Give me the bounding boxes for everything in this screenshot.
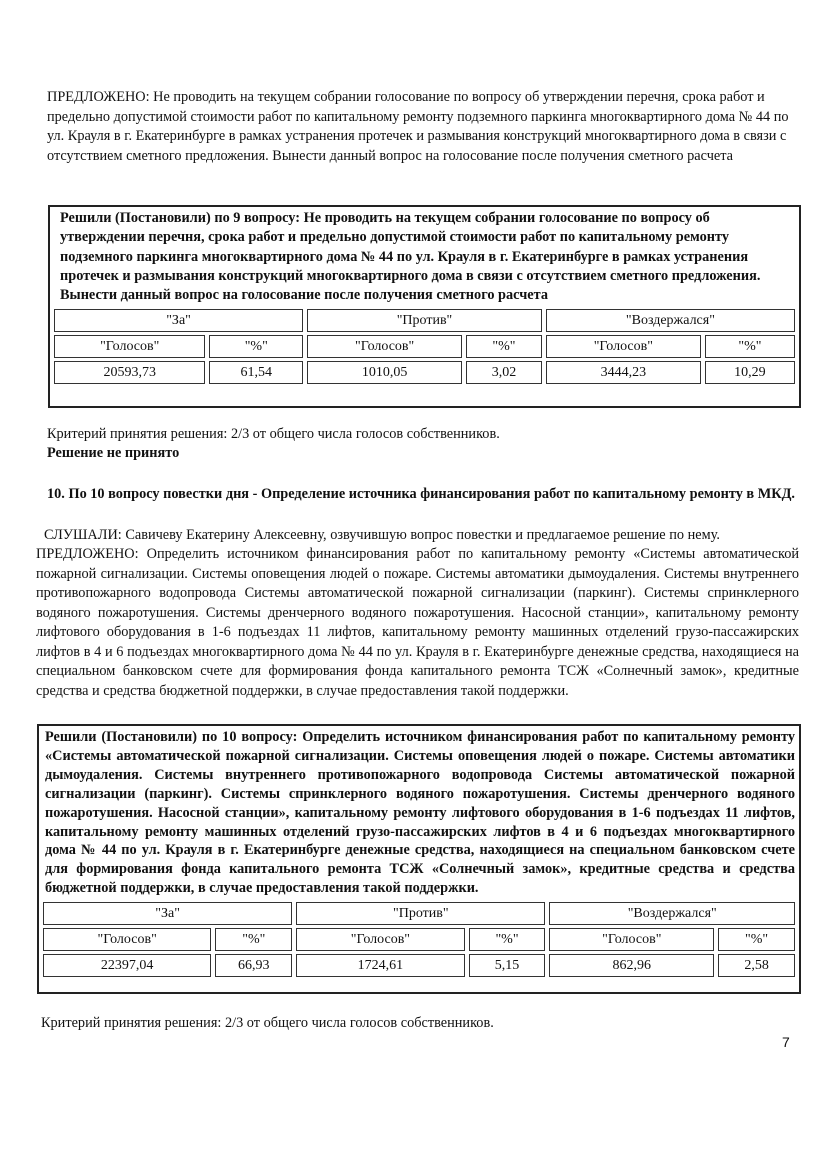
against-votes-label: "Голосов": [307, 335, 462, 358]
abstain-header: "Воздержался": [546, 309, 795, 332]
against-pct-label: "%": [466, 335, 542, 358]
abstain-votes-value: 3444,23: [546, 361, 701, 384]
votes-subheader-row: [54, 335, 795, 358]
for-pct-value: 66,93: [215, 954, 292, 977]
section10-heading: 10. По 10 вопросу повестки дня - Определение источника финансирования работ по капитальному ремонту в МКД.: [47, 486, 795, 502]
against-votes-value: 1010,05: [307, 361, 462, 384]
for-votes-label: "Голосов": [54, 335, 205, 358]
for-votes-label: "Голосов": [43, 928, 211, 951]
against-pct-label: "%": [469, 928, 546, 951]
abstain-votes-value: 862,96: [549, 954, 714, 977]
against-votes-value: 1724,61: [296, 954, 464, 977]
abstain-votes-label: "Голосов": [546, 335, 701, 358]
for-header: "За": [54, 309, 303, 332]
for-pct-label: "%": [209, 335, 303, 358]
section10-heard: СЛУШАЛИ: Савичеву Екатерину Алексеевну, озвучившую вопрос повестки и предлагаемое решение по нему.: [44, 527, 720, 543]
votes-subheader-row: [43, 928, 795, 951]
abstain-votes-label: "Голосов": [549, 928, 714, 951]
abstain-header: "Воздержался": [549, 902, 795, 925]
votes-values-row: [43, 954, 795, 977]
section10-resolved-text: Решили (Постановили) по 10 вопросу: Определить источником финансирования работ по капитальному ремонту «Системы автоматической пожарной сигнализации. Системы оповещения людей о пожаре. Системы автоматики дымоудаления. Системы внутреннего противопожарного водопровода Системы автоматической пожарной сигнализации (паркинг). Системы спринклерного водяного пожаротушения. Системы дренчерного водяного пожаротушения. Насосной станции», капитальному ремонту лифтового оборудования в 1-6 подъездах 11 лифтов, капитальному ремонту машинных отделений грузо-пассажирских лифтов в 4 и 6 подъездах многоквартирного дома № 44 по ул. Крауля в г. Екатеринбурге денежные средства, находящиеся на специальном банковском счете для формирования фонда капитального ремонта ТСЖ «Солнечный замок», кредитные средства и средства бюджетной поддержки, в случае предоставления такой поддержки.: [45, 729, 795, 897]
abstain-pct-value: 10,29: [705, 361, 795, 384]
votes-values-row: [54, 361, 795, 384]
for-votes-value: 22397,04: [43, 954, 211, 977]
section10-votes-table: [39, 899, 799, 980]
votes-header-row: [43, 902, 795, 925]
section9-resolution-box: [48, 205, 801, 408]
against-header: "Против": [296, 902, 545, 925]
section9-result: Решение не принято: [47, 445, 180, 461]
for-votes-value: 20593,73: [54, 361, 205, 384]
section9-proposed: ПРЕДЛОЖЕНО: Не проводить на текущем собрании голосование по вопросу об утверждении перечня, срока работ и предельно допустимой стоимости работ по капитальному ремонту подземного паркинга многоквартирного дома № 44 по ул. Крауля в г. Екатеринбурге в рамках устранения протечек и размывания конструкций многоквартирного дома в связи с отсутствием сметного предложения. Вынести данный вопрос на голосование после получения сметного расчета: [47, 89, 789, 164]
against-pct-value: 3,02: [466, 361, 542, 384]
abstain-pct-label: "%": [718, 928, 795, 951]
section9-resolved-text: Решили (Постановили) по 9 вопросу: Не проводить на текущем собрании голосование по вопросу об утверждении перечня, срока работ и предельно допустимой стоимости работ по капитальному ремонту подземного паркинга многоквартирного дома № 44 по ул. Крауля в г. Екатеринбурге в рамках устранения протечек и размывания конструкций многоквартирного дома в связи с отсутствием сметного предложения. Вынести данный вопрос на голосование после получения сметного расчета: [60, 210, 761, 304]
against-votes-label: "Голосов": [296, 928, 464, 951]
section9-criterion: Критерий принятия решения: 2/3 от общего числа голосов собственников.: [47, 426, 500, 442]
section10-resolution-box: [37, 724, 801, 994]
section10-criterion: Критерий принятия решения: 2/3 от общего числа голосов собственников.: [41, 1015, 494, 1031]
against-header: "Против": [307, 309, 542, 332]
page-number: 7: [782, 1034, 790, 1050]
abstain-pct-value: 2,58: [718, 954, 795, 977]
for-header: "За": [43, 902, 292, 925]
abstain-pct-label: "%": [705, 335, 795, 358]
section10-proposed: ПРЕДЛОЖЕНО: Определить источником финансирования работ по капитальному ремонту «Системы автоматической пожарной сигнализации. Системы оповещения людей о пожаре. Системы автоматики дымоудаления. Системы внутреннего противопожарного водопровода Системы автоматической пожарной сигнализации (паркинг). Системы спринклерного водяного пожаротушения. Системы дренчерного водяного пожаротушения. Насосной станции», капитальному ремонту лифтового оборудования в 1-6 подъездах 11 лифтов, капитальному ремонту машинных отделений грузо-пассажирских лифтов в 4 и 6 подъездах многоквартирного дома № 44 по ул. Крауля в г. Екатеринбурге денежные средства, находящиеся на специальном банковском счете для формирования фонда капитального ремонта ТСЖ «Солнечный замок», кредитные средства и средства бюджетной поддержки, в случае предоставления такой поддержки.: [36, 546, 799, 699]
for-pct-label: "%": [215, 928, 292, 951]
against-pct-value: 5,15: [469, 954, 546, 977]
for-pct-value: 61,54: [209, 361, 303, 384]
votes-header-row: [54, 309, 795, 332]
section9-votes-table: [50, 306, 799, 387]
